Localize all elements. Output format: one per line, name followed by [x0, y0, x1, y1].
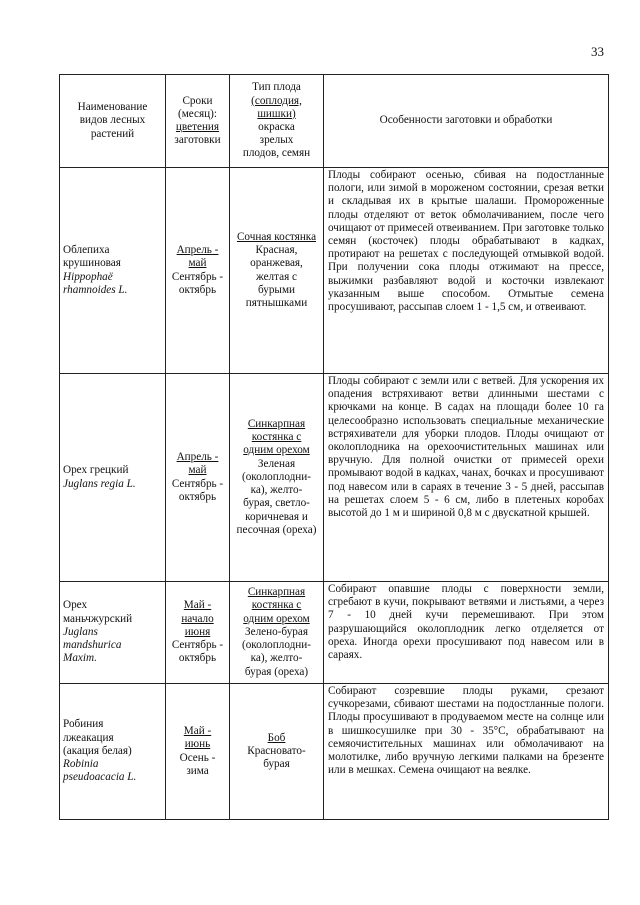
header-fruit-line: зрелых	[259, 134, 294, 147]
species-name: Орех	[63, 599, 88, 612]
fruit-cell	[230, 168, 324, 374]
header-fruit-line: плодов, семян	[242, 147, 311, 160]
species-cell	[60, 684, 166, 820]
harvest-term: октябрь	[178, 652, 217, 665]
species-latin: mandshurica	[63, 639, 122, 652]
header-species-line: растений	[90, 127, 135, 140]
species-name: маньчжурский	[63, 612, 133, 625]
fruit-color: Красновато-	[247, 744, 306, 757]
species-name: (акация белая)	[63, 744, 132, 757]
flowering-term: май	[188, 464, 207, 477]
header-fruit-underlined: шишки)	[257, 107, 296, 120]
fruit-cell	[230, 374, 324, 582]
flowering-term: Май -	[183, 599, 212, 612]
table-row	[60, 582, 609, 684]
page-number: 33	[591, 44, 604, 59]
flowering-term: Апрель -	[176, 244, 219, 257]
fruit-color: (околоплодни-	[241, 470, 312, 483]
header-terms-harvest: заготовки	[174, 134, 221, 147]
header-species-name	[60, 75, 166, 168]
species-latin: Hippophaё	[63, 270, 113, 283]
header-fruit-line: Тип плода	[252, 81, 301, 94]
fruit-type: Синкарпная	[247, 586, 306, 599]
fruit-color: песочная (ореха)	[236, 523, 317, 536]
species-cell	[60, 374, 166, 582]
species-latin: Juglans regia L.	[63, 477, 136, 490]
processing-description: Собирают созревшие плоды руками, срезают сучкорезами, сбивают шестами на подостланные пологи. Плоды просушивают в продуваемом месте на солнце или в шишкосушилке при 30 - 35°C, обрабатывают на семяочистительных машинах или обмолачивают на молотилке, либо вручную легкими палками на брезенте или в мешках. Семена очищают на веялке.	[324, 684, 609, 820]
fruit-color: бурая, светло-	[243, 497, 310, 510]
fruit-color: пятнышками	[245, 296, 308, 309]
table-row	[60, 374, 609, 582]
fruit-type: Боб	[267, 731, 286, 744]
fruit-color: (околоплодни-	[241, 639, 312, 652]
terms-cell	[166, 168, 230, 374]
flowering-term: июнь	[184, 738, 211, 751]
header-terms	[166, 75, 230, 168]
species-latin: Robinia	[63, 758, 99, 771]
processing-description: Плоды собирают осенью, сбивая на подостланные пологи, или зимой в мороженом состоянии, срезая ветки и складывая их в крытые шалаши. Промороженные плоды отделяют от веток обмолачиванием, после чего очищают от примесей отвеиванием. При заготовке только семян (косточек) плоды обрабатывают в кадках, протирают на решетах с последующей отмывкой водой. При получении сока плоды отжимают на прессе, выжимки разбавляют водой и косточки извлекают указанным выше способом. Отмытые семена просушивают, рассыпав слоем 1 - 1,5 см, и отвеивают.	[324, 168, 609, 374]
table-row	[60, 684, 609, 820]
species-latin: pseudoacacia L.	[63, 771, 137, 784]
fruit-type: костянка с	[251, 431, 302, 444]
species-latin: rhamnoides L.	[63, 283, 128, 296]
harvest-term: зима	[186, 764, 209, 777]
fruit-cell	[230, 684, 324, 820]
species-table	[59, 74, 609, 820]
fruit-type: Синкарпная	[247, 418, 306, 431]
header-terms-line: Сроки	[182, 94, 213, 107]
header-species-line: видов лесных	[79, 114, 146, 127]
harvest-term: Сентябрь -	[171, 270, 224, 283]
flowering-term: Апрель -	[176, 451, 219, 464]
fruit-type: одним орехом	[243, 444, 310, 457]
species-latin: Juglans	[63, 625, 98, 638]
table-header-row	[60, 75, 609, 168]
fruit-cell	[230, 582, 324, 684]
header-processing: Особенности заготовки и обработки	[324, 75, 609, 168]
fruit-color: оранжевая,	[250, 257, 303, 270]
fruit-color: бурыми	[257, 283, 296, 296]
flowering-term: начало	[181, 612, 214, 625]
fruit-color: ка), желто-	[250, 484, 303, 497]
header-fruit-underlined: (соплодия,	[251, 94, 302, 107]
fruit-color: Зеленая	[257, 457, 296, 470]
header-terms-line: (месяц):	[178, 107, 217, 120]
fruit-type: костянка с	[251, 599, 302, 612]
fruit-type: одним орехом	[243, 612, 310, 625]
fruit-type: Сочная костянка	[236, 230, 317, 243]
header-terms-flowering: цветения	[175, 121, 220, 133]
fruit-color: ка), желто-	[250, 652, 303, 665]
species-name: крушиновая	[63, 257, 121, 270]
terms-cell	[166, 374, 230, 582]
harvest-term: Сентябрь -	[171, 477, 224, 490]
header-fruit-type	[230, 75, 324, 168]
terms-cell	[166, 684, 230, 820]
flowering-term: июня	[184, 625, 211, 638]
species-cell	[60, 168, 166, 374]
fruit-color: бурая (ореха)	[244, 665, 309, 678]
harvest-term: октябрь	[178, 283, 217, 296]
processing-description: Плоды собирают с земли или с ветвей. Для ускорения их опадения встряхивают ветви длинными шестами с крючками на конце. В садах на площади более 10 га целесообразно использовать специальные механические встряхиватели для уборки плодов. Плоды очищают от околоплодника на орехоочистительных машинах или вручную. Для полной очистки от примесей орехи промывают водой в кадках, чанах, бочках и просушивают под навесом или в сараях в течение 3 - 5 дней, рассыпав на решетах слоем 5 - 6 см, либо в плетеных коробах высотой до 1 м и шириной 0,8 м с двускатной крышей.	[324, 374, 609, 582]
species-name: Орех грецкий	[63, 464, 129, 477]
harvest-term: октябрь	[178, 490, 217, 503]
species-name: Облепиха	[63, 244, 110, 257]
table-row	[60, 168, 609, 374]
fruit-color: Зелено-бурая	[245, 625, 308, 638]
species-name: Робиния	[63, 718, 104, 731]
header-fruit-line: окраска	[258, 121, 295, 133]
fruit-color: бурая	[263, 758, 290, 771]
species-latin: Maxim.	[63, 652, 97, 665]
harvest-term: Осень -	[179, 751, 216, 764]
species-name: лжеакация	[63, 731, 114, 744]
fruit-color: желтая с	[255, 270, 298, 283]
fruit-color: коричневая и	[245, 510, 308, 523]
harvest-term: Сентябрь -	[171, 639, 224, 652]
species-cell	[60, 582, 166, 684]
flowering-term: Май -	[183, 725, 212, 738]
terms-cell	[166, 582, 230, 684]
fruit-color: Красная,	[255, 244, 298, 257]
flowering-term: май	[188, 257, 207, 270]
header-species-line: Наименование	[77, 101, 148, 114]
processing-description: Собирают опавшие плоды с поверхности земли, сгребают в кучи, покрывают ветвями и листьями, а через 7 - 10 дней кучи перемешивают. При этом разрушающийся околоплодник легко отделяется от ореха. Иногда орехи просушивают под навесом или в сараях.	[324, 582, 609, 684]
